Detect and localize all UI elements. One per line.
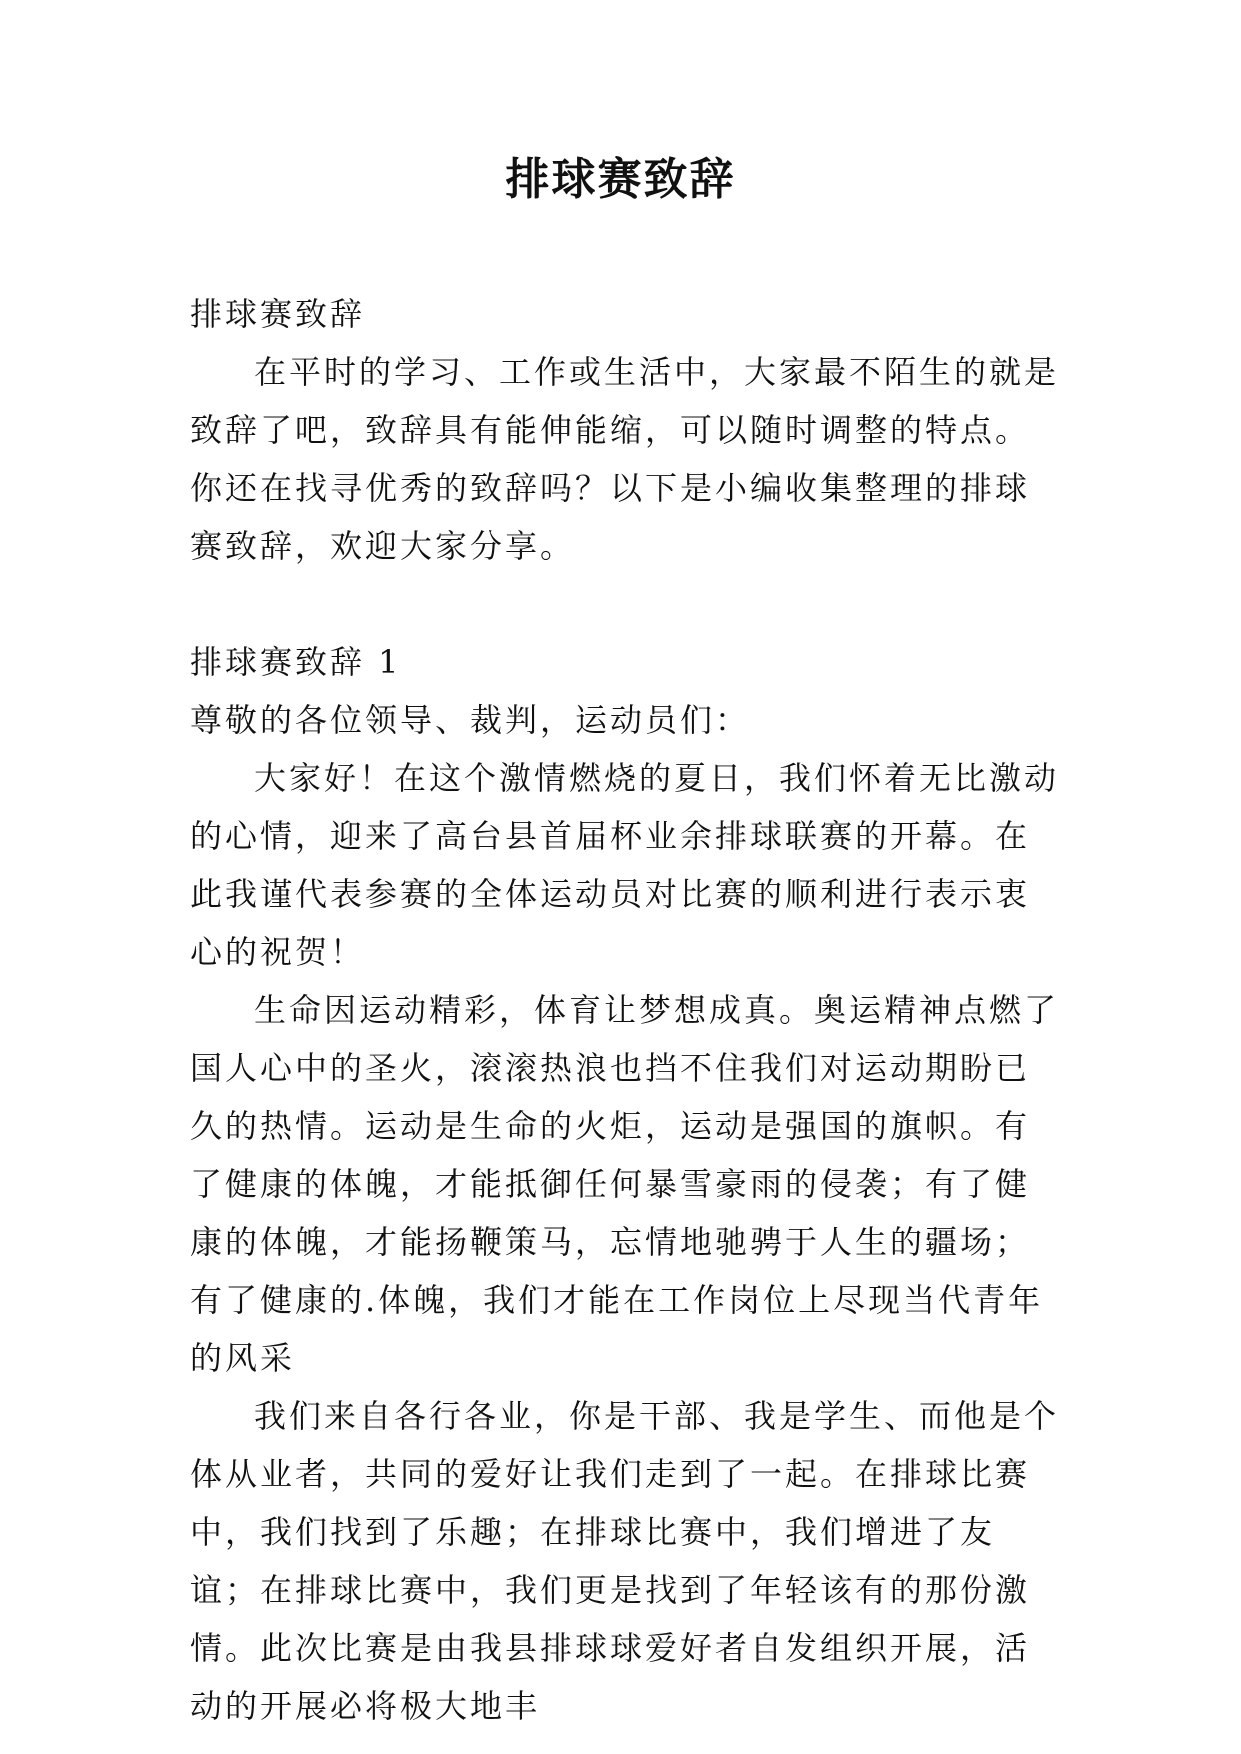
- intro-paragraph: 在平时的学习、工作或生活中，大家最不陌生的就是致辞了吧，致辞具有能伸能缩，可以随时调整的特点。你还在找寻优秀的致辞吗？以下是小编收集整理的排球赛致辞，欢迎大家分享。: [190, 353, 1060, 565]
- document-body: [190, 285, 1060, 1735]
- salutation: 尊敬的各位领导、裁判，运动员们：: [190, 701, 751, 739]
- document-title: 排球赛致辞: [505, 154, 736, 205]
- body-paragraph-1: 大家好！在这个激情燃烧的夏日，我们怀着无比激动的心情，迎来了高台县首届杯业余排球联赛的开幕。在此我谨代表参赛的全体运动员对比赛的顺利进行表示衷心的祝贺！: [190, 759, 1060, 971]
- intro-heading: 排球赛致辞: [190, 295, 366, 333]
- section-gap: [190, 575, 1060, 633]
- section-heading: 排球赛致辞 1: [190, 643, 402, 681]
- body-paragraph-3: 我们来自各行各业，你是干部、我是学生、而他是个体从业者，共同的爱好让我们走到了一起。在排球比赛中，我们找到了乐趣；在排球比赛中，我们增进了友谊；在排球比赛中，我们更是找到了年轻该有的那份激情。此次比赛是由我县排球球爱好者自发组织开展，活动的开展必将极大地丰: [190, 1397, 1060, 1725]
- body-paragraph-2: 生命因运动精彩，体育让梦想成真。奥运精神点燃了国人心中的圣火，滚滚热浪也挡不住我们对运动期盼已久的热情。运动是生命的火炬，运动是强国的旗帜。有了健康的体魄，才能抵御任何暴雪豪雨的侵袭；有了健康的体魄，才能扬鞭策马，忘情地驰骋于人生的疆场；有了健康的.体魄，我们才能在工作岗位上尽现当代青年的风采: [190, 991, 1060, 1377]
